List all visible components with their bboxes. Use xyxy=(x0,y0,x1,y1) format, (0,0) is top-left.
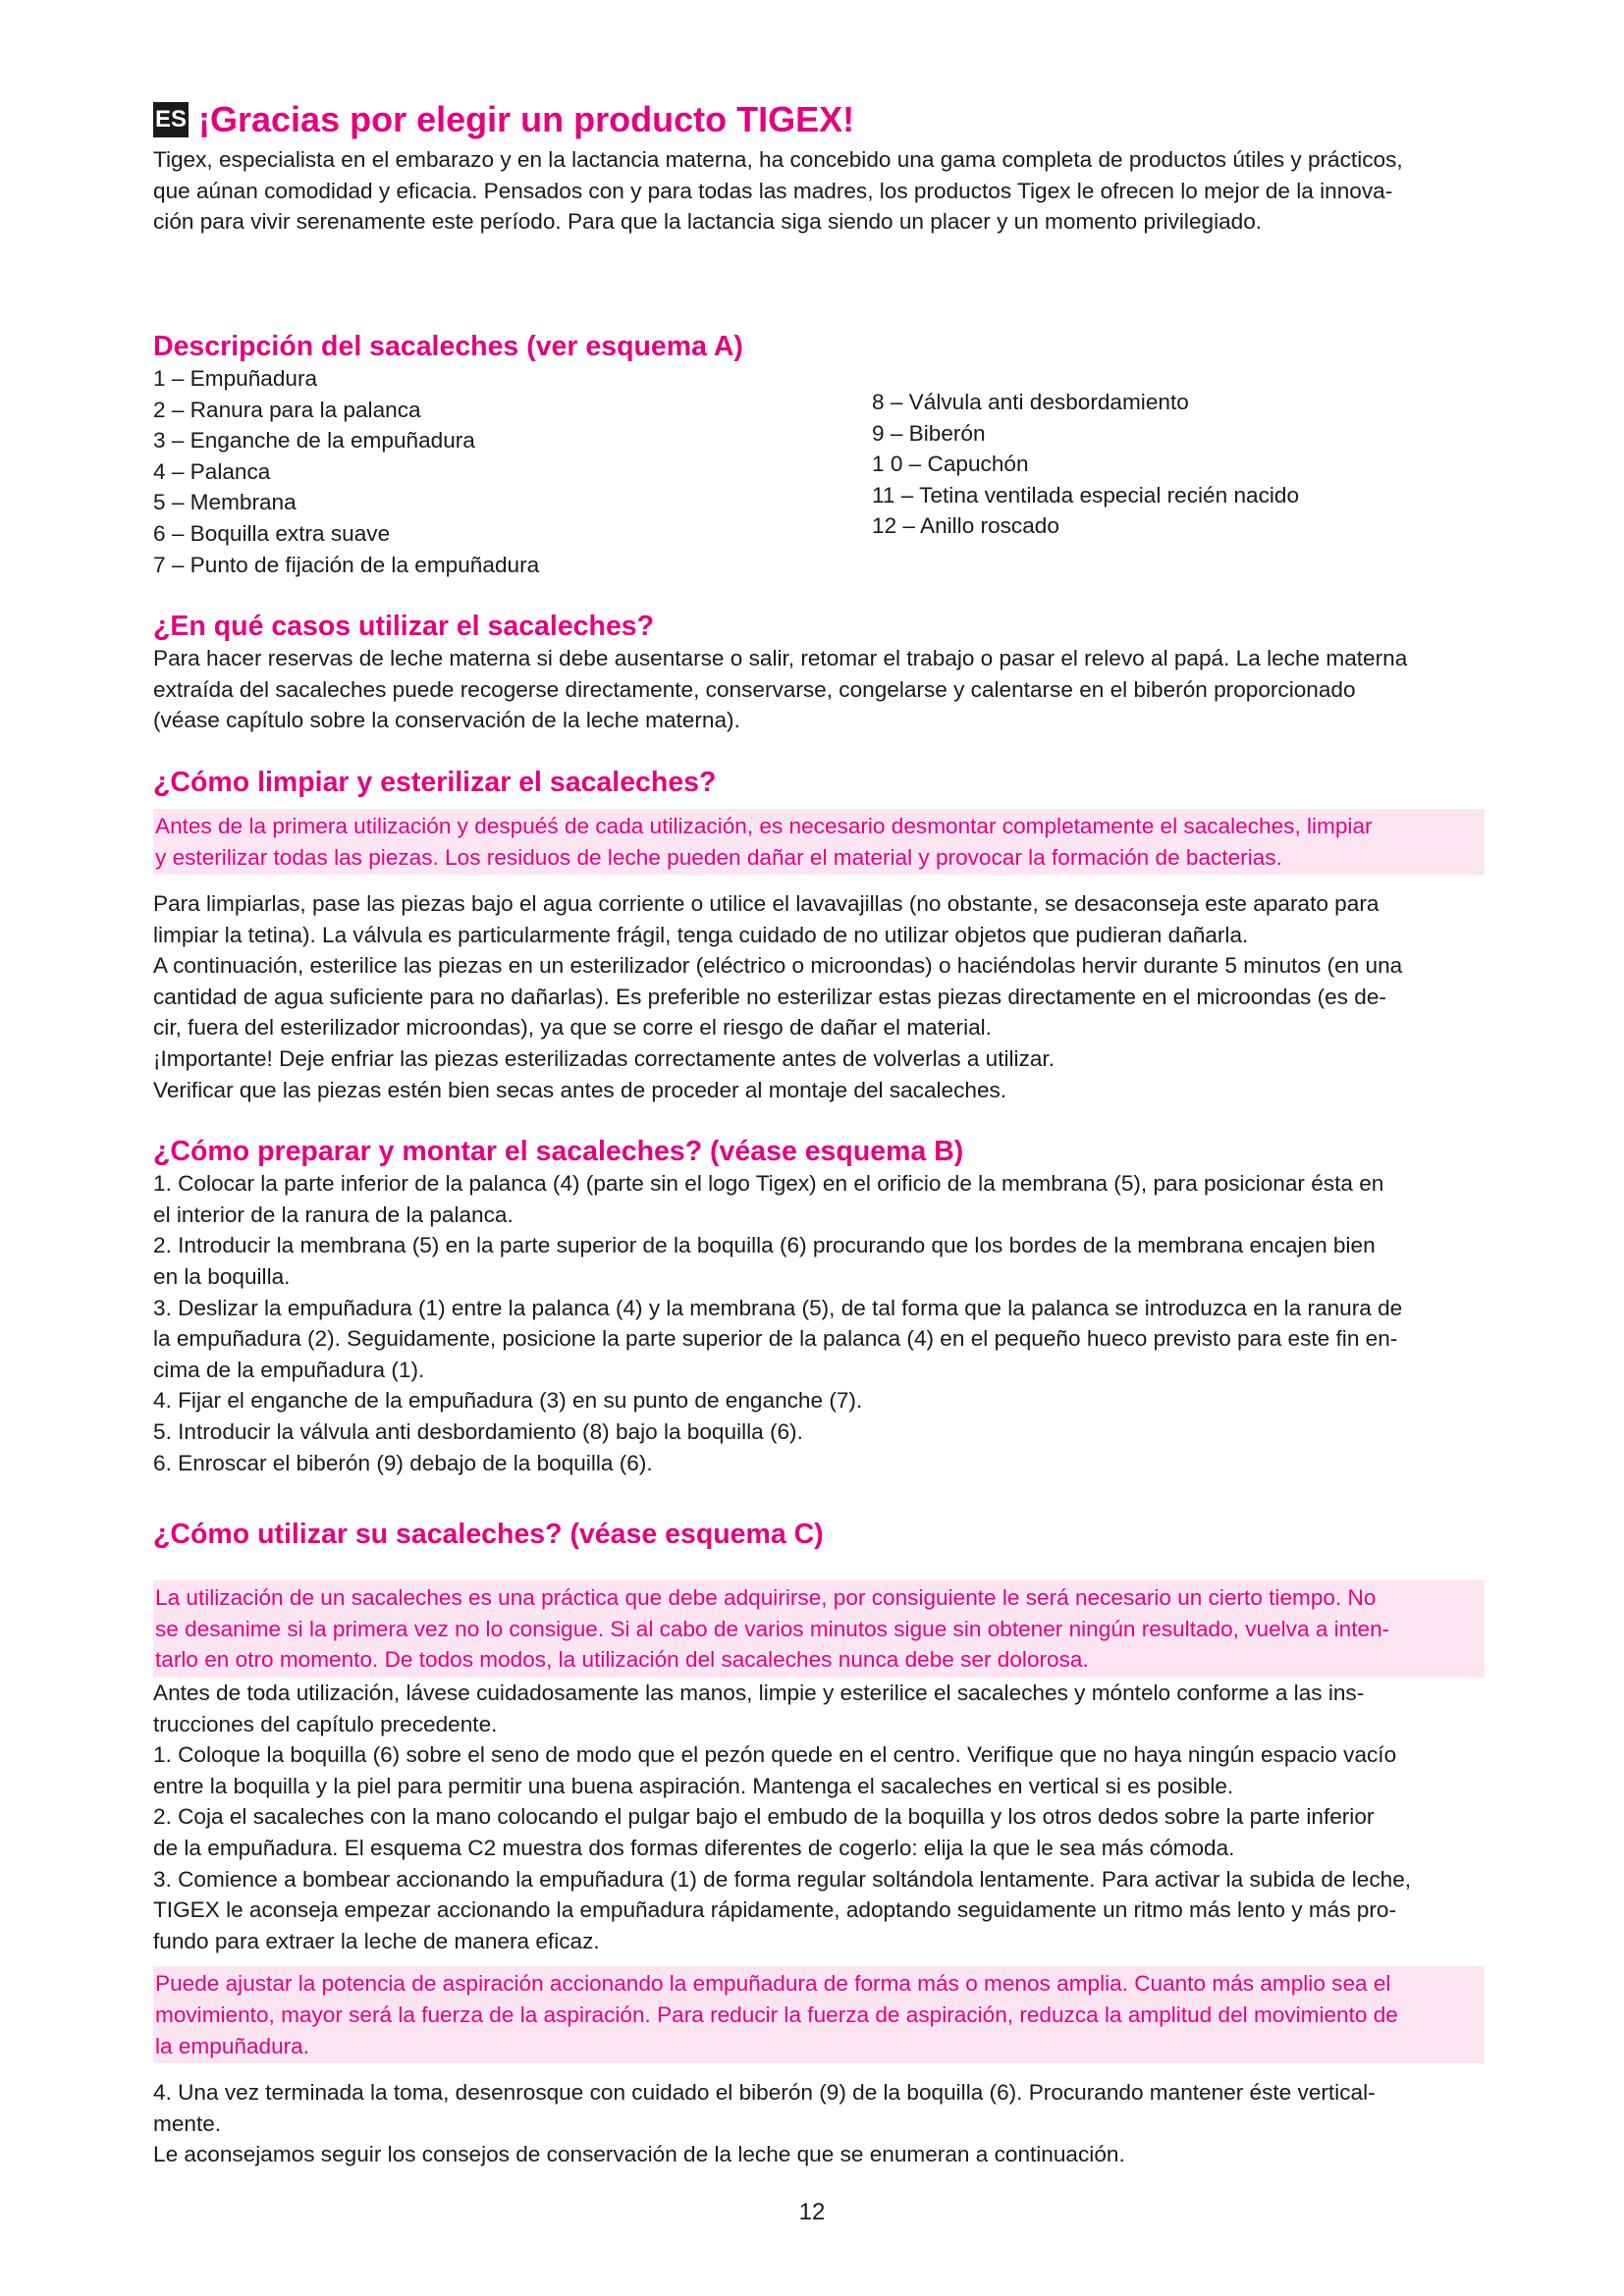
use-heading: ¿Cómo utilizar su sacaleches? (véase esquema C) xyxy=(153,1519,824,1551)
list-item: 6 – Boquilla extra suave xyxy=(153,520,391,546)
intro-line: ción para vivir serenamente este período. Para que la lactancia siga siendo un placer y un momento privilegiado. xyxy=(153,209,1263,235)
use-highlight-box-2 xyxy=(153,1966,1485,2063)
body-line: 1. Colocar la parte inferior de la palanca (4) (parte sin el logo Tigex) en el orificio de la membrana (5), para posicionar ésta en xyxy=(153,1171,1384,1197)
body-line: cir, fuera del esterilizador microondas), ya que se corre el riesgo de dañar el material. xyxy=(153,1015,992,1041)
list-item: 3 – Enganche de la empuñadura xyxy=(153,428,475,454)
body-line: entre la boquilla y la piel para permitir una buena aspiración. Mantenga el sacaleches en vertical si es posible. xyxy=(153,1773,1234,1798)
body-line: extraída del sacaleches puede recogerse directamente, conservarse, congelarse y calentarse en el biberón proporcionado xyxy=(153,676,1356,702)
body-line: Para limpiarlas, pase las piezas bajo el agua corriente o utilice el lavavajillas (no obstante, se desaconseja este aparato para xyxy=(153,891,1380,917)
clean-section xyxy=(153,766,1485,1105)
page-title: ¡Gracias por elegir un producto TIGEX! xyxy=(198,99,855,139)
list-item: 8 – Válvula anti desbordamiento xyxy=(872,389,1189,414)
list-item: 1 – Empuñadura xyxy=(153,365,318,391)
body-line: 1. Coloque la boquilla (6) sobre el seno de modo que el pezón quede en el centro. Verifique que no haya ningún espacio vacío xyxy=(153,1742,1397,1768)
body-line: 4. Fijar el enganche de la empuñadura (3) en su punto de enganche (7). xyxy=(153,1388,863,1414)
body-line: la empuñadura (2). Seguidamente, posicione la parte superior de la palanca (4) en el pequeño hueco previsto para este fin en- xyxy=(153,1326,1398,1352)
body-line: limpiar la tetina). La válvula es particularmente frágil, tenga cuidado de no utilizar objetos que pudieran dañarla. xyxy=(153,922,1249,947)
highlight-line: se desanime si la primera vez no lo consigue. Si al cabo de varios minutos sigue sin obtener ningún resultado, vuelva a inten- xyxy=(155,1616,1390,1641)
highlight-line: La utilización de un sacaleches es una práctica que debe adquirirse, por consiguiente le será necesario un cierto tiempo. No xyxy=(155,1585,1377,1611)
body-line: 2. Introducir la membrana (5) en la parte superior de la boquilla (6) procurando que los bordes de la membrana encajen bien xyxy=(153,1233,1376,1258)
intro-line: Tigex, especialista en el embarazo y en la lactancia materna, ha concebido una gama completa de productos útiles y prácticos, xyxy=(153,147,1403,173)
body-line: cima de la empuñadura (1). xyxy=(153,1357,425,1382)
description-heading: Descripción del sacaleches (ver esquema A) xyxy=(153,330,743,362)
description-section xyxy=(153,330,1485,580)
body-line: A continuación, esterilice las piezas en un esterilizador (eléctrico o microondas) o haciéndolas hervir durante 5 minutos (en una xyxy=(153,953,1403,979)
body-line: Antes de toda utilización, lávese cuidadosamente las manos, limpie y esterilice el sacaleches y móntelo conforme a las ins- xyxy=(153,1680,1365,1705)
list-item: 4 – Palanca xyxy=(153,458,271,484)
body-line: 3. Comience a bombear accionando la empuñadura (1) de forma regular soltándola lentamente. Para activar la subida de leche, xyxy=(153,1866,1412,1892)
highlight-line: Antes de la primera utilización y despuéś de cada utilización, es necesario desmontar completamente el sacaleches, limpiar xyxy=(155,813,1373,838)
body-line: TIGEX le aconseja empezar accionando la empuñadura rápidamente, adoptando seguidamente un ritmo más lento y más pro- xyxy=(153,1897,1396,1923)
body-line: fundo para extraer la leche de manera eficaz. xyxy=(153,1928,600,1953)
highlight-line: tarlo en otro momento. De todos modos, la utilización del sacaleches nunca debe ser dolorosa. xyxy=(155,1647,1089,1673)
body-line: cantidad de agua suficiente para no dañarlas). Es preferible no esterilizar estas piezas directamente en el microondas (es de- xyxy=(153,984,1386,1009)
page-content xyxy=(153,98,1485,2170)
page-number: 12 xyxy=(798,2199,826,2225)
body-line: Le aconsejamos seguir los consejos de conservación de la leche que se enumeran a continuación. xyxy=(153,2142,1125,2167)
use-section xyxy=(153,1518,1485,2170)
highlight-line: la empuñadura. xyxy=(155,2033,310,2058)
highlight-line: movimiento, mayor será la fuerza de la aspiración. Para reducir la fuerza de aspiración, reduzca la amplitud del movimiento de xyxy=(155,2002,1398,2027)
intro-text xyxy=(153,144,1485,238)
body-line: trucciones del capítulo precedente. xyxy=(153,1711,498,1736)
body-line: Para hacer reservas de leche materna si debe ausentarse o salir, retomar el trabajo o pasar el relevo al papá. La leche materna xyxy=(153,646,1408,671)
body-line: el interior de la ranura de la palanca. xyxy=(153,1201,514,1227)
body-line: ¡Importante! Deje enfriar las piezas esterilizadas correctamente antes de volverlas a utilizar. xyxy=(153,1046,1055,1072)
highlight-line: Puede ajustar la potencia de aspiración accionando la empuñadura de forma más o menos amplia. Cuanto más amplio sea el xyxy=(155,1971,1391,1997)
language-badge: ES xyxy=(153,102,189,137)
parts-list-right xyxy=(872,363,1299,580)
clean-heading: ¿Cómo limpiar y esterilizar el sacaleches? xyxy=(153,766,717,798)
body-line: de la empuñadura. El esquema C2 muestra dos formas diferentes de cogerlo: elija la que le sea más cómoda. xyxy=(153,1835,1235,1860)
body-line: 4. Una vez terminada la toma, desenrosque con cuidado el biberón (9) de la boquilla (6). Procurando mantener éste vertical- xyxy=(153,2080,1376,2106)
prepare-heading: ¿Cómo preparar y montar el sacaleches? (véase esquema B) xyxy=(153,1136,964,1168)
body-line: en la boquilla. xyxy=(153,1264,291,1290)
intro-line: que aúnan comodidad y eficacia. Pensados con y para todas las madres, los productos Tigex le ofrecen lo mejor de la innova- xyxy=(153,178,1393,203)
highlight-line: y esterilizar todas las piezas. Los residuos de leche pueden dañar el material y provocar la formación de bacterias. xyxy=(155,844,1282,870)
body-line: (véase capítulo sobre la conservación de la leche materna). xyxy=(153,708,740,733)
list-item: 2 – Ranura para la palanca xyxy=(153,397,421,422)
use-highlight-box xyxy=(153,1580,1485,1678)
cases-section xyxy=(153,610,1485,736)
cases-heading: ¿En qué casos utilizar el sacaleches? xyxy=(153,611,655,643)
list-item: 9 – Biberón xyxy=(872,420,986,446)
prepare-section xyxy=(153,1135,1485,1478)
list-item: 1 0 – Capuchón xyxy=(872,452,1029,477)
body-line: Verificar que las piezas estén bien secas antes de proceder al montaje del sacaleches. xyxy=(153,1077,1007,1102)
title-row xyxy=(153,98,1485,140)
body-line: 2. Coja el sacaleches con la mano colocando el pulgar bajo el embudo de la boquilla y los otros dedos sobre la parte inferior xyxy=(153,1804,1375,1830)
body-line: 6. Enroscar el biberón (9) debajo de la boquilla (6). xyxy=(153,1450,653,1475)
body-line: 5. Introducir la válvula anti desbordamiento (8) bajo la boquilla (6). xyxy=(153,1419,803,1444)
body-line: mente. xyxy=(153,2110,222,2136)
clean-highlight-box xyxy=(153,809,1485,875)
parts-list-left xyxy=(153,363,872,580)
list-item: 5 – Membrana xyxy=(153,490,297,515)
body-line: 3. Deslizar la empuñadura (1) entre la palanca (4) y la membrana (5), de tal forma que la palanca se introduzca en la ranura de xyxy=(153,1295,1403,1320)
list-item: 11 – Tetina ventilada especial recién nacido xyxy=(872,482,1300,507)
list-item: 12 – Anillo roscado xyxy=(872,513,1059,539)
list-item: 7 – Punto de fijación de la empuñadura xyxy=(153,552,540,577)
